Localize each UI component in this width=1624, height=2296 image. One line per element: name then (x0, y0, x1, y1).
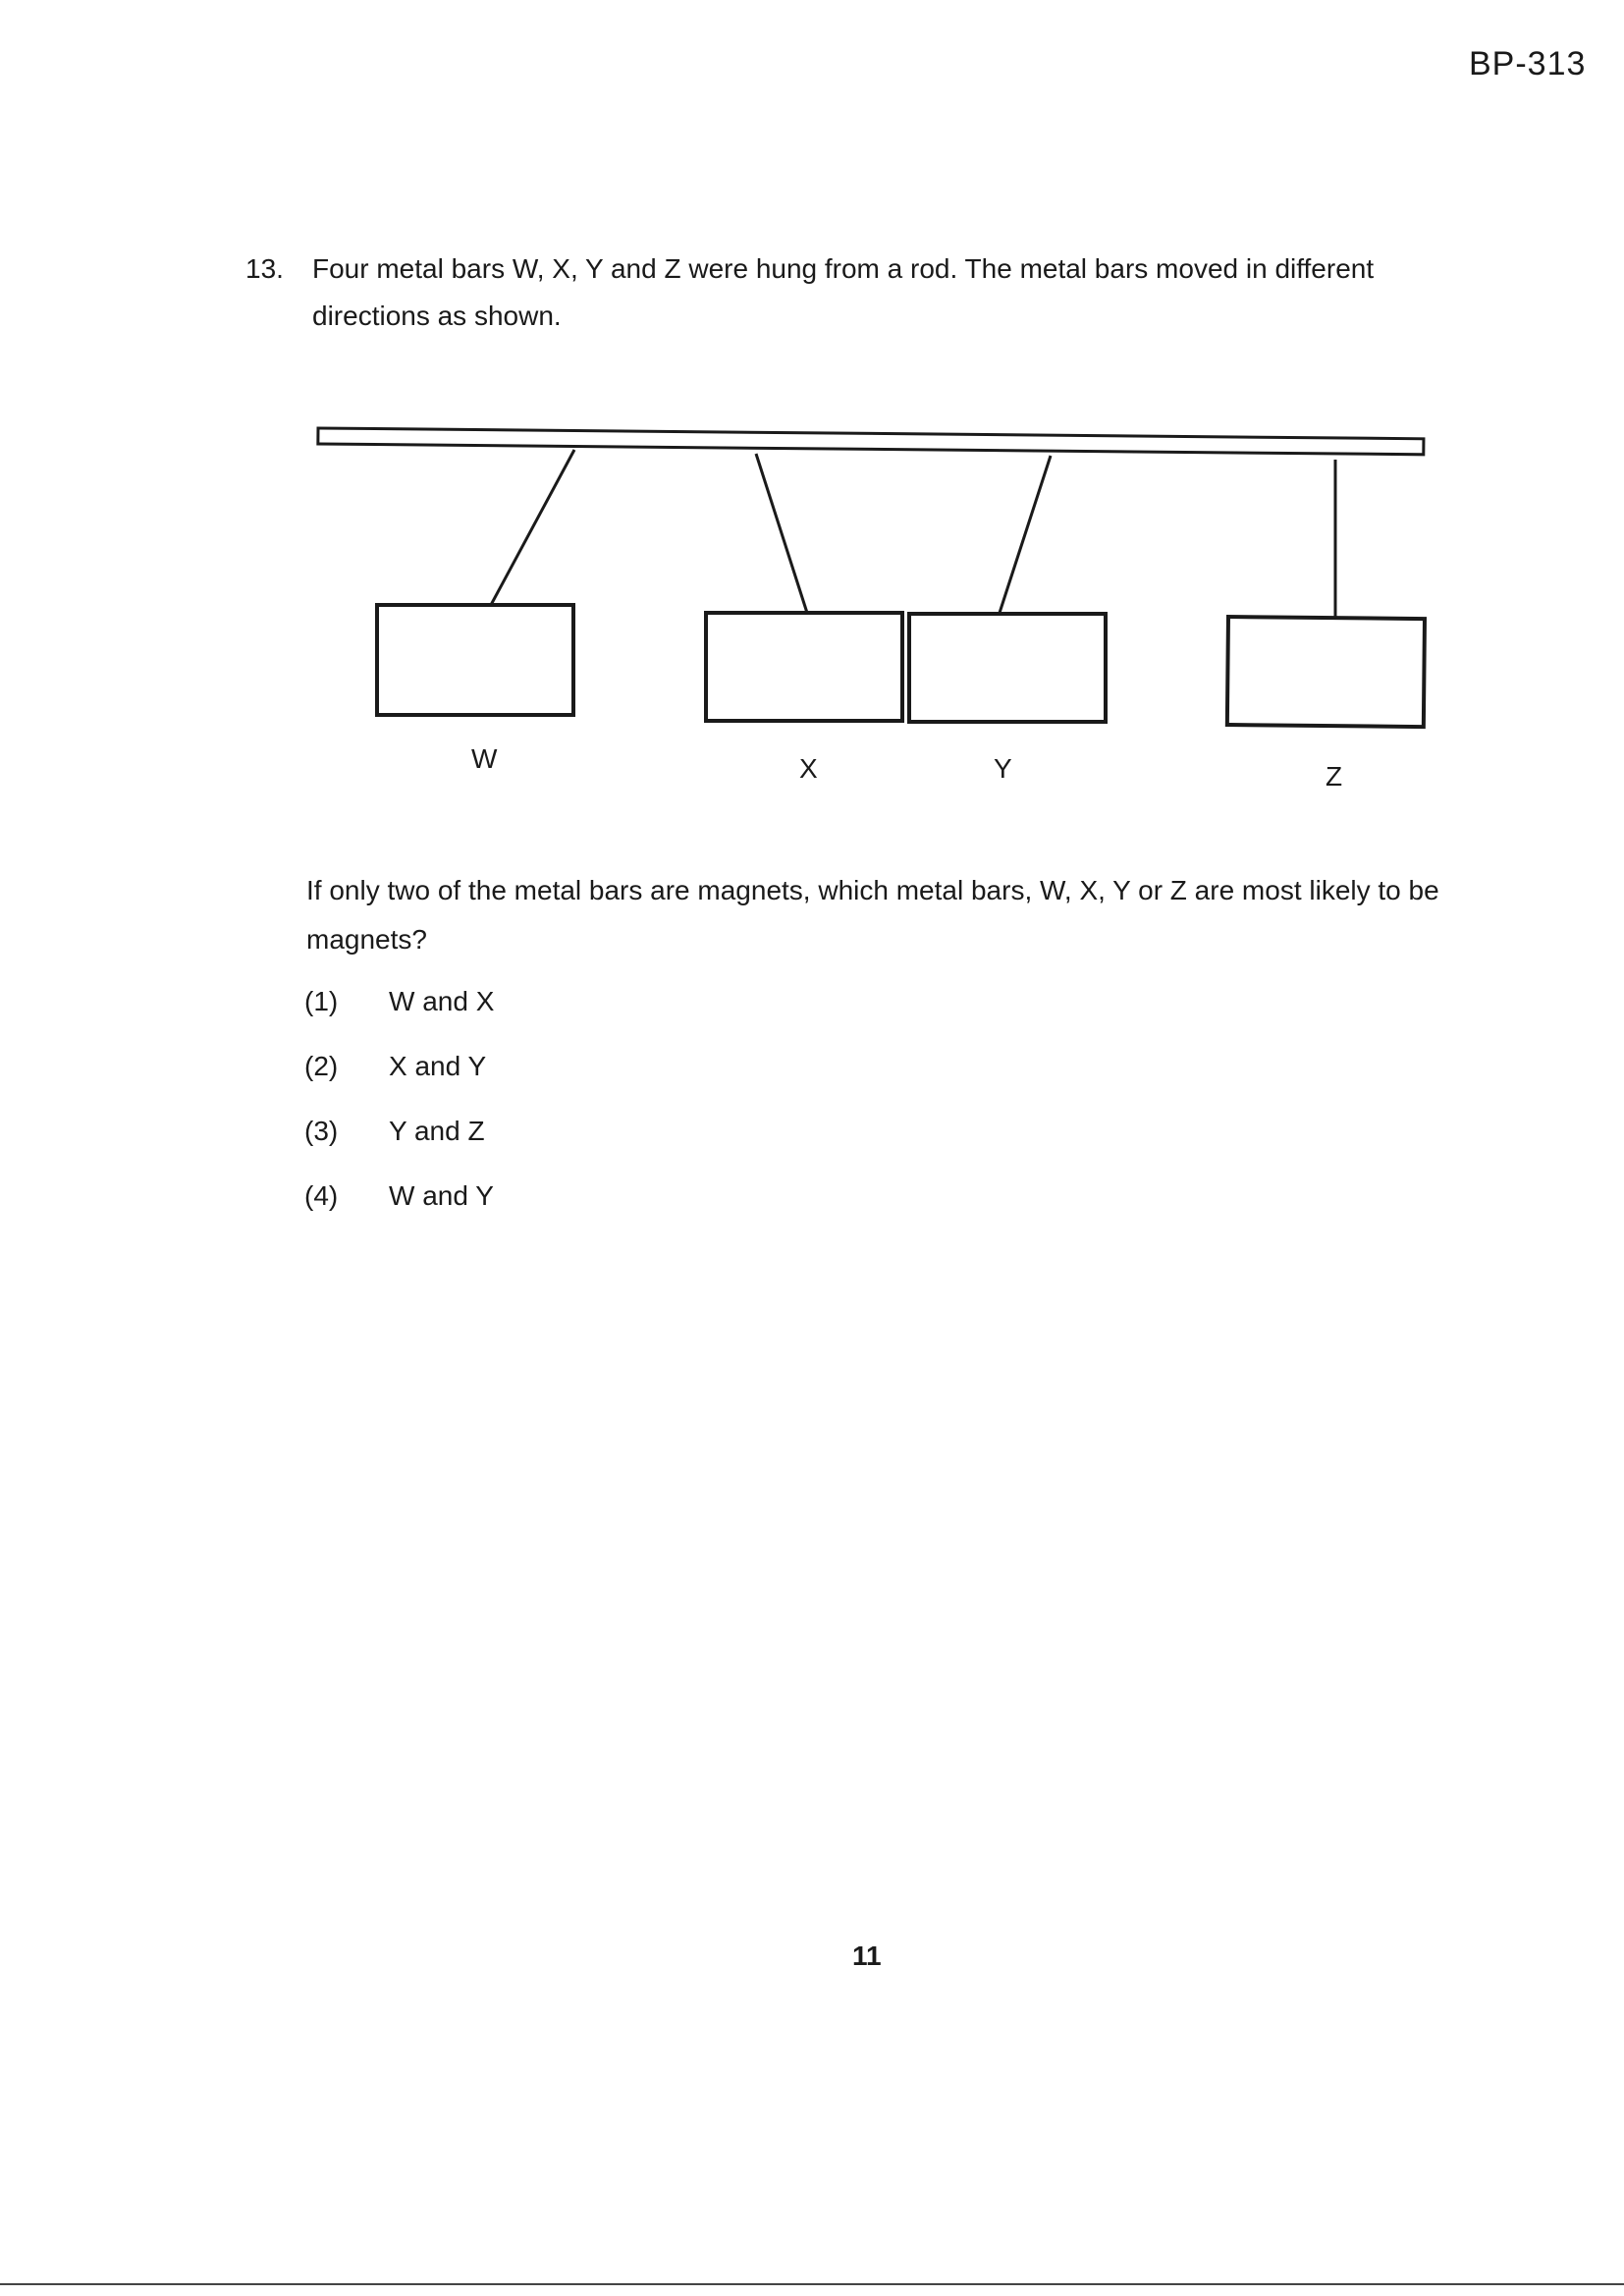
question-number: 13. (245, 253, 284, 284)
bottom-divider (0, 2283, 1624, 2285)
bar-z (1227, 617, 1425, 727)
option-number: (3) (304, 1116, 339, 1146)
option-text: W and Y (389, 1180, 494, 1211)
option-number: (4) (304, 1180, 339, 1211)
question-text: Four metal bars W, X, Y and Z were hung from a rod. The metal bars moved in different directions as shown. (312, 253, 1375, 331)
bar-x (706, 613, 902, 721)
diagram-svg (304, 412, 1434, 805)
option-3[interactable] (304, 1116, 697, 1180)
string-w (491, 450, 574, 605)
string-y (1000, 456, 1051, 613)
label-y: Y (994, 753, 1012, 784)
page-number: 11 (852, 1941, 882, 1971)
label-x: X (799, 753, 818, 784)
option-text: X and Y (389, 1051, 487, 1081)
question-13 (245, 246, 1463, 340)
option-number: (2) (304, 1051, 339, 1081)
page-code: BP-313 (1469, 45, 1587, 82)
option-2[interactable] (304, 1051, 697, 1116)
hanging-rod (318, 428, 1424, 455)
question-prompt: If only two of the metal bars are magnets, which metal bars, W, X, Y or Z are most likely to be magnets? (306, 875, 1439, 955)
option-1[interactable] (304, 986, 697, 1051)
option-text: Y and Z (389, 1116, 485, 1146)
option-number: (1) (304, 986, 339, 1016)
bar-y (909, 614, 1106, 722)
string-x (756, 454, 807, 613)
magnet-bars-diagram (304, 412, 1434, 805)
bar-w (377, 605, 573, 715)
answer-options (304, 986, 697, 1245)
option-4[interactable] (304, 1180, 697, 1245)
option-text: W and X (389, 986, 495, 1016)
label-w: W (471, 743, 498, 774)
label-z: Z (1326, 761, 1343, 792)
